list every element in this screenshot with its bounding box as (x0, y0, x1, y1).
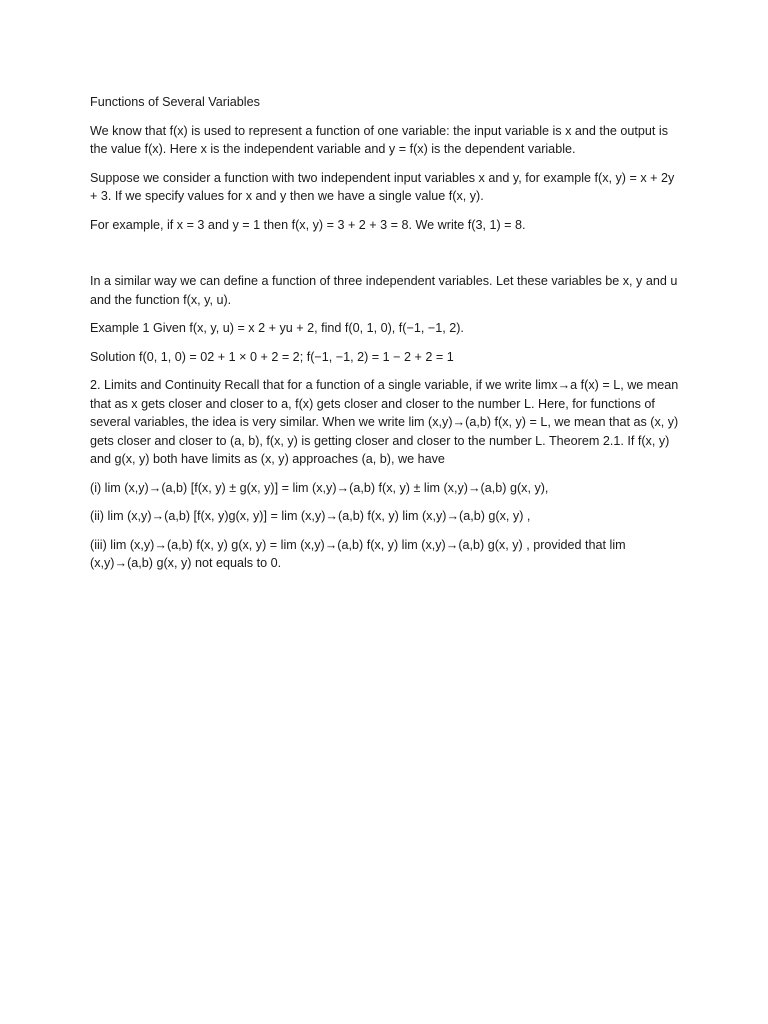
paragraph-intro: We know that f(x) is used to represent a function of one variable: the input variable is x and the output is the value f(x). Here x is the independent variable and y = f(x) is the dependent variable. (90, 123, 669, 156)
paragraph-three-variables: In a similar way we can define a function of three independent variables. Let these variables be x, y and u and the function f(x, y, u). (90, 274, 678, 307)
paragraph-two-variables: Suppose we consider a function with two independent input variables x and y, for example f(x, y) = x + 2y + 3. If we specify values for x and y then we have a single value f(x, y). (90, 170, 675, 203)
paragraph-solution: Solution f(0, 1, 0) = 02 + 1 × 0 + 2 = 2; f(−1, −1, 2) = 1 − 2 + 2 = 1 (90, 349, 454, 364)
paragraph-limits-continuity: 2. Limits and Continuity Recall that for a function of a single variable, if we write limx→a f(x) = L, we mean that as x gets closer and closer to a, f(x) gets closer and closer to the number L. Here, for functions of several variables, the idea is very similar. When we write lim (x,y)→(a,b) f(x, y) = L, we mean that as (x, y) gets closer and closer to (a, b), f(x, y) is getting closer and closer to the number L. Theorem 2.1. If f(x, y) and g(x, y) both have limits as (x, y) approaches (a, b), we have (90, 378, 679, 466)
document-title: Functions of Several Variables (90, 95, 260, 109)
paragraph-spacer (90, 244, 682, 272)
document-body (90, 93, 682, 583)
limit-rule-sum: (i) lim (x,y)→(a,b) [f(x, y) ± g(x, y)] = lim (x,y)→(a,b) f(x, y) ± lim (x,y)→(a,b) g(x, y), (90, 480, 549, 495)
paragraph-example-1: Example 1 Given f(x, y, u) = x 2 + yu + 2, find f(0, 1, 0), f(−1, −1, 2). (90, 321, 464, 335)
limit-rule-quotient: (iii) lim (x,y)→(a,b) f(x, y) g(x, y) = lim (x,y)→(a,b) f(x, y) lim (x,y)→(a,b) g(x, y) , provided that lim (x,y)→(a,b) g(x, y) not equals to 0. (90, 537, 626, 570)
limit-rule-product: (ii) lim (x,y)→(a,b) [f(x, y)g(x, y)] = lim (x,y)→(a,b) f(x, y) lim (x,y)→(a,b) g(x, y) , (90, 509, 531, 523)
paragraph-example: For example, if x = 3 and y = 1 then f(x, y) = 3 + 2 + 3 = 8. We write f(3, 1) = 8. (90, 217, 526, 232)
